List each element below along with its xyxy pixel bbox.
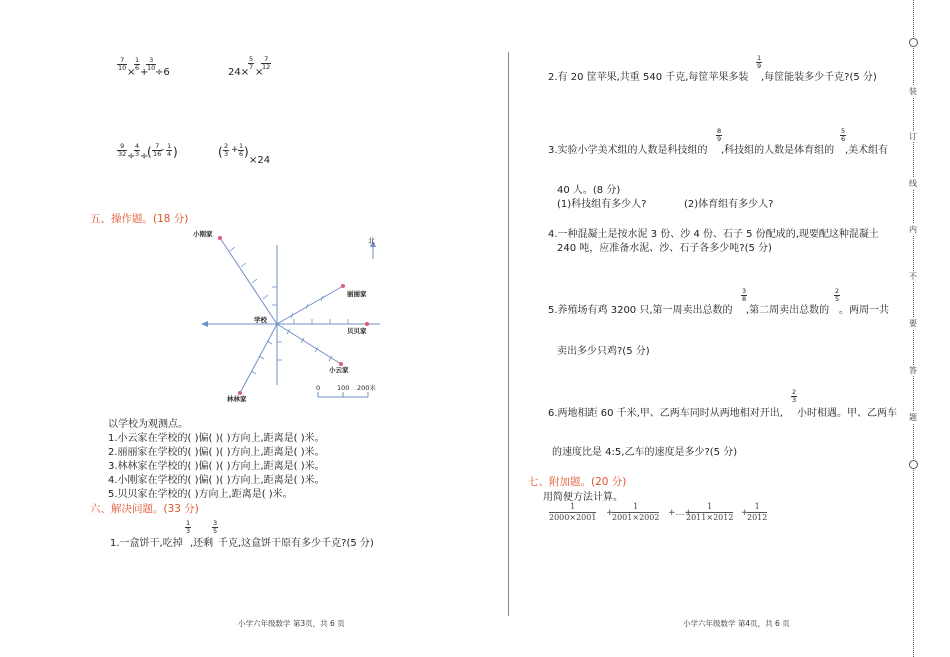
problem-text: ,第二周卖出总数的 (746, 305, 830, 316)
ellipsis: +…+ (668, 508, 693, 518)
paren: ) (173, 145, 178, 159)
problem-text: ,科技组的人数是体育组的 (721, 145, 835, 156)
fraction: 1 2011×2012 (686, 502, 734, 522)
binding-char: 线 (909, 179, 917, 188)
problem-text: 40 人。(8 分) (557, 185, 621, 196)
north-label: 北 (368, 237, 375, 245)
fraction: 9 32 (118, 142, 127, 158)
binding-char: 题 (909, 413, 917, 422)
paren: ) (244, 145, 249, 159)
expression-tail: ×24 (249, 155, 271, 166)
map-question-intro: 以学校为观测点。 (108, 419, 188, 430)
page-footer-right: 小学六年级数学 第4页，共 6 页 (683, 619, 790, 628)
problem-text: 240 吨，应准备水泥、沙、石子各多少吨?(5 分) (557, 243, 772, 254)
operator: + (606, 508, 614, 518)
fraction: 5 6 (841, 127, 846, 143)
binding-hole-icon (909, 460, 918, 469)
problem-text: ,美术组有 (845, 145, 889, 156)
problem-text: ,还剩 (190, 538, 214, 549)
ray-xiaoyun (277, 324, 341, 364)
fraction: 1 2001×2002 (612, 502, 660, 522)
problem-text: 的速度比是 4:5,乙车的速度是多少?(5 分) (552, 447, 738, 458)
fraction: 2 3 (792, 388, 797, 404)
paren: ( (147, 145, 152, 159)
problem-text: 。两周一共 (839, 305, 889, 316)
fraction: 4 3 (135, 142, 140, 158)
binding-char: 订 (909, 132, 917, 141)
fraction: 3 8 (742, 287, 747, 303)
map-question-2: 2.丽丽家在学校的( )偏( )( )方向上,距离是( )米。 (108, 447, 325, 458)
section-7-heading (528, 474, 626, 489)
problem-text: 2.有 20 筐苹果,共重 540 千克,每筐苹果多装 (548, 72, 749, 83)
fraction: 7 16 (153, 142, 162, 158)
page-divider (508, 52, 509, 616)
scale-bar (316, 383, 376, 397)
problem-text: 卖出多少只鸡?(5 分) (557, 346, 650, 357)
section-title: 五、操作题。 (90, 213, 153, 225)
ray-lili (277, 286, 343, 324)
tick-marks (230, 247, 348, 374)
problem-text: 1.一盒饼干,吃掉 (110, 538, 183, 549)
scale-label-100: 100 (337, 384, 350, 392)
operator: ÷ (127, 151, 136, 162)
fraction: 1 9 (757, 54, 762, 70)
ray-xiaogang (220, 238, 277, 324)
fraction: 7 12 (262, 55, 271, 71)
fraction: 1 6 (135, 56, 140, 72)
binding-char: 不 (909, 272, 917, 281)
direction-map (190, 225, 400, 405)
fraction: 7 10 (118, 56, 127, 72)
fraction: 3 5 (213, 519, 218, 535)
section-points: (20 分) (591, 476, 627, 488)
binding-char: 答 (909, 366, 917, 375)
expression-tail: ÷6 (155, 67, 170, 78)
point-xiaogang (218, 236, 222, 240)
operator: + (741, 508, 749, 518)
extra-intro: 用简便方法计算。 (543, 492, 623, 503)
binding-hole-icon (909, 38, 918, 47)
paren: ( (218, 145, 223, 159)
problem-text: 千克,这盒饼干原有多少千克?(5 分) (218, 538, 374, 549)
operator: ÷ (140, 151, 149, 162)
fraction: 5 7 (249, 55, 254, 71)
section-points: (33 分) (163, 503, 199, 515)
section-title: 六、解决问题。 (90, 503, 164, 515)
operator: × (127, 67, 136, 78)
section-6-heading (90, 501, 199, 516)
operator: × (255, 67, 264, 78)
binding-char: 装 (909, 87, 917, 96)
fraction: 1 6 (239, 142, 244, 158)
section-5-heading (90, 211, 188, 226)
page-footer-left: 小学六年级数学 第3页，共 6 页 (238, 619, 345, 628)
sub-question-1: (1)科技组有多少人? (557, 199, 647, 210)
problem-text: 4.一种混凝土是按水泥 3 份、沙 4 份、石子 5 份配成的,现要配这种混凝土 (548, 229, 879, 240)
fraction: 1 2012 (747, 502, 768, 522)
operator: + (231, 145, 239, 155)
problem-text: 5.养殖场有鸡 3200 只,第一周卖出总数的 (548, 305, 733, 316)
scale-label-200: 200米 (357, 384, 376, 392)
map-question-4: 4.小刚家在学校的( )偏( )( )方向上,距离是( )米。 (108, 475, 325, 486)
label-lili: 丽丽家 (347, 290, 367, 298)
fraction: 1 3 (186, 519, 191, 535)
binding-char: 内 (909, 225, 917, 234)
scale-label-0: 0 (316, 384, 321, 392)
section-points: (18 分) (153, 213, 189, 225)
problem-text: ,每筐能装多少千克?(5 分) (761, 72, 877, 83)
fraction: 2 5 (835, 287, 840, 303)
problem-text: 小时相遇。甲、乙两车 (797, 408, 897, 419)
fraction: 1 2000×2001 (549, 502, 597, 522)
fraction: 1 4 (167, 142, 172, 158)
sub-question-2: (2)体育组有多少人? (684, 199, 774, 210)
fraction: 3 10 (147, 56, 156, 72)
label-beibei: 贝贝家 (347, 327, 367, 335)
binding-char: 要 (909, 319, 917, 328)
axis-arrow-west (201, 321, 208, 327)
label-school: 学校 (254, 316, 267, 324)
label-linlin: 林林家 (227, 395, 247, 403)
label-xiaogang: 小刚家 (193, 230, 213, 238)
expression-lead: 24× (228, 67, 250, 78)
map-question-3: 3.林林家在学校的( )偏( )( )方向上,距离是( )米。 (108, 461, 325, 472)
ray-linlin (240, 324, 277, 393)
fraction: 8 9 (717, 127, 722, 143)
point-lili (341, 284, 345, 288)
map-question-1: 1.小云家在学校的( )偏( )( )方向上,距离是( )米。 (108, 433, 325, 444)
map-question-5: 5.贝贝家在学校的( )方向上,距离是( )米。 (108, 489, 293, 500)
operator: + (140, 67, 149, 78)
problem-text: 6.两地相距 60 千米,甲、乙两车同时从两地相对开出, (548, 408, 783, 419)
fraction: 2 3 (224, 142, 229, 158)
point-beibei (365, 322, 369, 326)
operator: - (161, 145, 165, 155)
section-title: 七、附加题。 (528, 476, 591, 488)
label-xiaoyun: 小云家 (329, 366, 349, 374)
problem-text: 3.实验小学美术组的人数是科技组的 (548, 145, 708, 156)
